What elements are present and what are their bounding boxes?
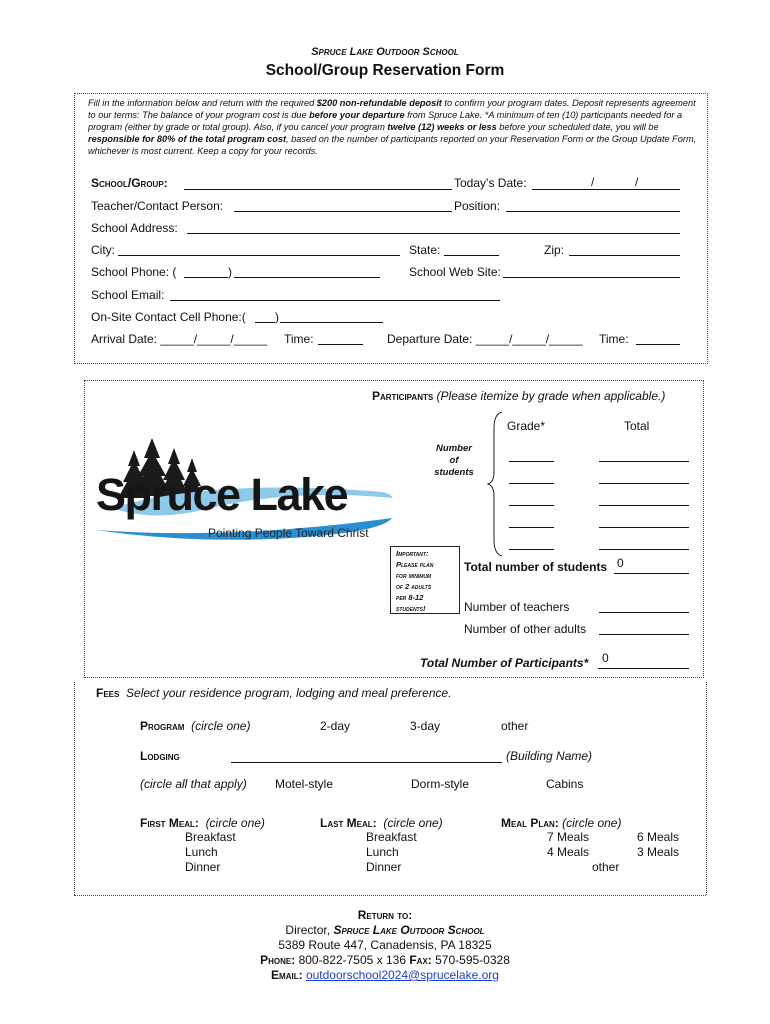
return-director: Director, Spruce Lake Outdoor School	[285, 923, 485, 937]
total-students-label: Total number of students	[464, 560, 608, 574]
phone-paren: )	[228, 265, 232, 279]
other-adults-label: Number of other adults	[464, 622, 587, 636]
other-adults-input[interactable]	[599, 634, 689, 635]
last-meal-dinner[interactable]: Dinner	[366, 860, 402, 874]
address-label: School Address:	[91, 221, 178, 235]
state-label: State:	[409, 243, 441, 257]
program-label: Program (circle one)	[140, 719, 251, 733]
program-option-2day[interactable]: 2-day	[320, 719, 351, 733]
lodging-option-motel[interactable]: Motel-style	[275, 777, 334, 791]
total-participants-label: Total Number of Participants*	[420, 656, 589, 670]
email-input[interactable]	[170, 300, 500, 301]
date-slash-2: /	[635, 175, 639, 189]
zip-label: Zip:	[544, 243, 565, 257]
position-input[interactable]	[506, 211, 680, 212]
state-input[interactable]	[444, 255, 499, 256]
departure-time-input[interactable]	[636, 344, 680, 345]
phone-label: School Phone: (	[91, 265, 177, 279]
first-meal-breakfast[interactable]: Breakfast	[185, 830, 236, 844]
last-meal-breakfast[interactable]: Breakfast	[366, 830, 417, 844]
grade-bracket	[486, 410, 506, 558]
logo-tagline: Pointing People Toward Christ	[208, 526, 369, 540]
teacher-input[interactable]	[234, 211, 452, 212]
teacher-label: Teacher/Contact Person:	[91, 199, 224, 213]
page-title: School/Group Reservation Form	[265, 62, 505, 79]
total-input-1[interactable]	[599, 461, 689, 462]
fees-left-rule	[74, 682, 75, 895]
meal-plan-6[interactable]: 6 Meals	[637, 830, 680, 844]
school-group-input[interactable]	[184, 189, 452, 190]
fees-heading: Fees Select your residence program, lodging and meal preference.	[96, 686, 452, 700]
meal-plan-other[interactable]: other	[592, 860, 620, 874]
number-of-students-label: Number of students	[434, 443, 474, 478]
total-participants-input[interactable]	[598, 668, 689, 669]
return-email: Email: outdoorschool2024@sprucelake.org	[271, 968, 499, 982]
total-input-4[interactable]	[599, 527, 689, 528]
departure-time-label: Time:	[599, 332, 629, 346]
lodging-note: (circle all that apply)	[140, 777, 247, 791]
building-name-label: (Building Name)	[506, 749, 593, 763]
address-input[interactable]	[187, 233, 680, 234]
website-input[interactable]	[503, 277, 680, 278]
arrival-time-label: Time:	[284, 332, 314, 346]
city-input[interactable]	[118, 255, 400, 256]
teachers-label: Number of teachers	[464, 600, 570, 614]
grade-input-4[interactable]	[509, 527, 554, 528]
teachers-input[interactable]	[599, 612, 689, 613]
cell-area-input[interactable]	[255, 322, 275, 323]
arrival-time-input[interactable]	[318, 344, 363, 345]
total-input-3[interactable]	[599, 505, 689, 506]
first-meal-label: First Meal: (circle one)	[140, 816, 265, 830]
grade-header: Grade*	[507, 419, 546, 433]
intro-text: Fill in the information below and return with the required $200 non-refundable deposit to confirm your program dates. Deposit represents agreement to our terms: The balance of your program cost is due before your departure from Spruce Lake. *A minimum of ten (10) participants needed for a program (either by grade or total group). Also, if you cancel your program twelve (12) weeks or less before your scheduled date, you will be responsible for 80% of the total program cost, based on the number of participants reported on your Reservation Form or the Group Update Form, whichever is most current. Keep a copy for your records.	[88, 98, 697, 156]
total-students-value: 0	[617, 556, 624, 570]
important-note-text: Important: Please plan for minimum of 2 adults per 8-12 students!	[396, 549, 434, 613]
program-option-3day[interactable]: 3-day	[410, 719, 441, 733]
first-meal-lunch[interactable]: Lunch	[185, 845, 218, 859]
departure-date-label[interactable]: Departure Date: _____/_____/_____	[387, 332, 583, 346]
total-input-5[interactable]	[599, 549, 689, 550]
org-name: Spruce Lake Outdoor School	[311, 46, 459, 58]
lodging-option-cabins[interactable]: Cabins	[546, 777, 584, 791]
meal-plan-4[interactable]: 4 Meals	[547, 845, 590, 859]
cell-paren: )	[275, 310, 279, 324]
email-link[interactable]: outdoorschool2024@sprucelake.org	[305, 968, 499, 982]
return-address: 5389 Route 447, Canadensis, PA 18325	[278, 938, 492, 952]
last-meal-label: Last Meal: (circle one)	[320, 816, 443, 830]
fees-divider	[74, 895, 706, 896]
building-name-input[interactable]	[231, 762, 502, 763]
meal-plan-7[interactable]: 7 Meals	[547, 830, 590, 844]
total-header: Total	[624, 419, 650, 433]
participants-heading: Participants (Please itemize by grade when applicable.)	[372, 389, 666, 403]
meal-plan-3[interactable]: 3 Meals	[637, 845, 680, 859]
email-label: School Email:	[91, 288, 165, 302]
grade-input-2[interactable]	[509, 483, 554, 484]
first-meal-dinner[interactable]: Dinner	[185, 860, 221, 874]
city-label: City:	[91, 243, 115, 257]
todays-date-input[interactable]	[532, 189, 680, 190]
last-meal-lunch[interactable]: Lunch	[366, 845, 399, 859]
grade-input-5[interactable]	[509, 549, 554, 550]
total-participants-value: 0	[602, 651, 609, 665]
lodging-option-dorm[interactable]: Dorm-style	[411, 777, 470, 791]
phone-area-input[interactable]	[184, 277, 228, 278]
cell-input[interactable]	[280, 322, 383, 323]
zip-input[interactable]	[569, 255, 680, 256]
meal-plan-label: Meal Plan: (circle one)	[501, 816, 622, 830]
phone-input[interactable]	[234, 277, 380, 278]
school-group-label: School/Group:	[91, 176, 168, 190]
grade-input-3[interactable]	[509, 505, 554, 506]
date-slash-1: /	[591, 175, 595, 189]
program-option-other[interactable]: other	[501, 719, 529, 733]
return-phone-fax: Phone: 800-822-7505 x 136 Fax: 570-595-0328	[260, 953, 510, 967]
cell-label: On-Site Contact Cell Phone:(	[91, 310, 246, 324]
website-label: School Web Site:	[409, 265, 501, 279]
total-students-input[interactable]	[614, 573, 689, 574]
arrival-date-label[interactable]: Arrival Date: _____/_____/_____	[91, 332, 268, 346]
logo-name: Spruce Lake	[96, 469, 348, 520]
fees-right-rule	[706, 682, 707, 895]
return-label: Return to:	[357, 908, 413, 922]
grade-input-1[interactable]	[509, 461, 554, 462]
position-label: Position:	[454, 199, 501, 213]
todays-date-label: Today’s Date:	[454, 176, 527, 190]
total-input-2[interactable]	[599, 483, 689, 484]
lodging-label: Lodging	[140, 749, 180, 763]
